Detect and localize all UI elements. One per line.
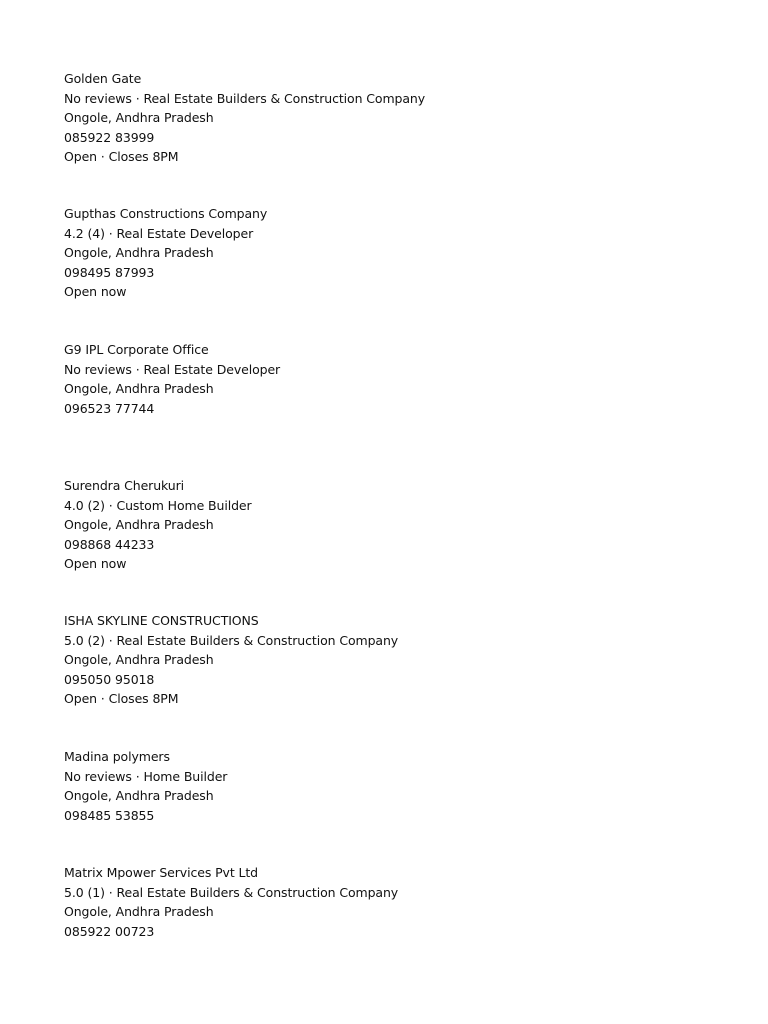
business-name: Surendra Cherukuri — [64, 478, 185, 493]
business-name: G9 IPL Corporate Office — [64, 342, 209, 357]
business-rating-category: No reviews · Real Estate Builders & Construction Company — [64, 90, 426, 106]
business-name: Gupthas Constructions Company — [64, 206, 268, 221]
business-listing — [64, 340, 664, 418]
business-rating-category: No reviews · Home Builder — [64, 768, 228, 784]
business-name: Madina polymers — [64, 749, 170, 764]
business-location: Ongole, Andhra Pradesh — [64, 110, 214, 125]
business-status: Open ⋅ Closes 8PM — [64, 149, 179, 164]
business-listing — [64, 863, 664, 941]
business-name: Golden Gate — [64, 71, 142, 86]
business-rating-category: No reviews · Real Estate Developer — [64, 361, 281, 377]
business-listing — [64, 747, 664, 825]
business-location: Ongole, Andhra Pradesh — [64, 381, 214, 396]
business-listing — [64, 204, 664, 302]
business-phone: 085922 83999 — [64, 129, 155, 145]
business-name: Matrix Mpower Services Pvt Ltd — [64, 865, 259, 880]
business-phone: 096523 77744 — [64, 400, 155, 416]
business-location: Ongole, Andhra Pradesh — [64, 517, 214, 532]
business-location: Ongole, Andhra Pradesh — [64, 652, 214, 667]
business-location: Ongole, Andhra Pradesh — [64, 245, 214, 260]
business-rating-category: 4.2 (4) · Real Estate Developer — [64, 225, 254, 241]
business-status: Open now — [64, 556, 127, 571]
business-listing — [64, 611, 664, 709]
business-name: ISHA SKYLINE CONSTRUCTIONS — [64, 613, 259, 628]
business-rating-category: 4.0 (2) · Custom Home Builder — [64, 497, 252, 513]
business-location: Ongole, Andhra Pradesh — [64, 788, 214, 803]
business-status: Open now — [64, 284, 127, 299]
business-phone: 085922 00723 — [64, 923, 155, 939]
business-listing — [64, 476, 664, 574]
business-phone: 098495 87993 — [64, 264, 155, 280]
business-phone: 098485 53855 — [64, 807, 155, 823]
business-location: Ongole, Andhra Pradesh — [64, 904, 214, 919]
business-rating-category: 5.0 (2) · Real Estate Builders & Construction Company — [64, 632, 399, 648]
business-rating-category: 5.0 (1) · Real Estate Builders & Construction Company — [64, 884, 399, 900]
business-phone: 095050 95018 — [64, 671, 155, 687]
business-status: Open ⋅ Closes 8PM — [64, 691, 179, 706]
business-phone: 098868 44233 — [64, 536, 155, 552]
business-listing — [64, 69, 664, 167]
